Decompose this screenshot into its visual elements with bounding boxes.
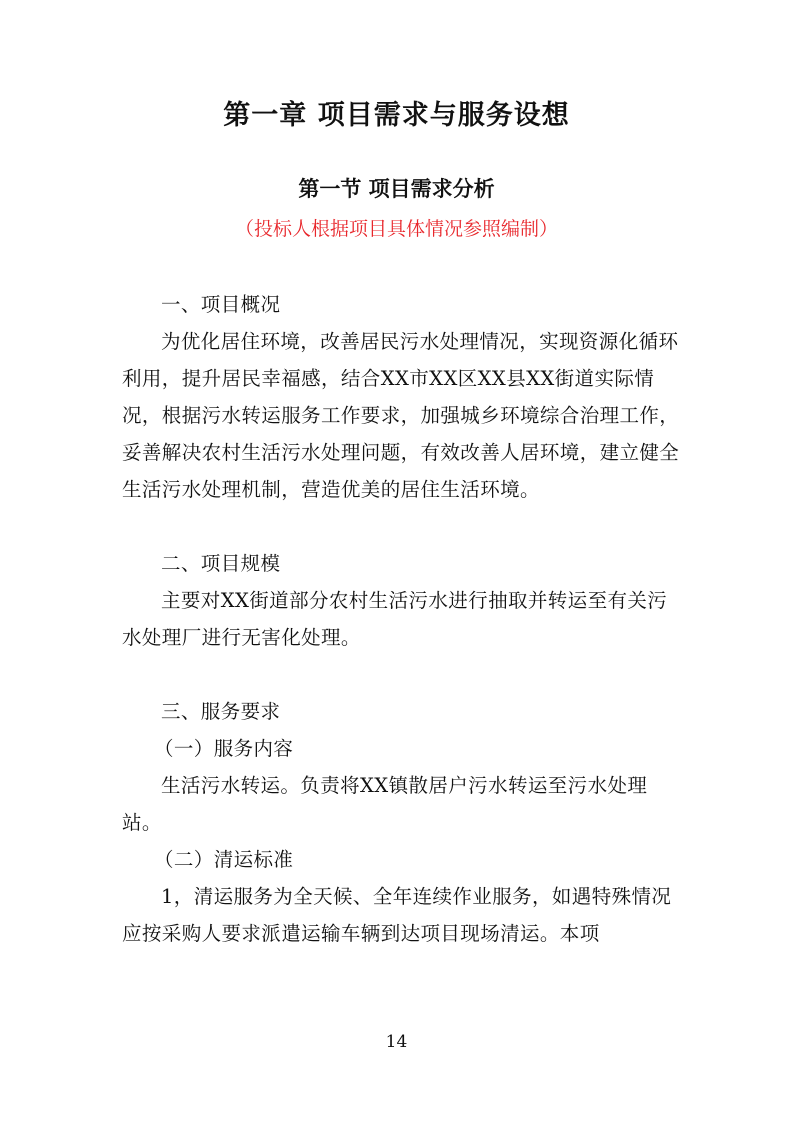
paragraph-cleaning-standard: 1，清运服务为全天候、全年连续作业服务，如遇特殊情况应按采购人要求派遣运输车辆到达项目现场清运。本项 (122, 885, 672, 945)
paragraph-scale: 主要对XX街道部分农村生活污水进行抽取并转运至有关污水处理厂进行无害化处理。 (122, 589, 668, 649)
paragraph-service-content: 生活污水转运。负责将XX镇散居户污水转运至污水处理站。 (122, 774, 648, 834)
section-heading-requirements: 三、服务要求 (161, 700, 281, 723)
section-heading-scale: 二、项目规模 (161, 552, 281, 575)
section-heading-overview: 一、项目概况 (161, 293, 281, 316)
sub-heading-cleaning-standard: （二）清运标准 (154, 848, 294, 871)
chapter-title: 第一章 项目需求与服务设想 (223, 100, 570, 131)
body-text (122, 286, 682, 952)
sub-heading-service-content: （一）服务内容 (154, 737, 294, 760)
paragraph-overview: 为优化居住环境，改善居民污水处理情况，实现资源化循环利用，提升居民幸福感，结合XX市XX区XX县XX街道实际情况，根据污水转运服务工作要求，加强城乡环境综合治理工作，妥善解决农村生活污水处理问题，有效改善人居环境，建立健全生活污水处理机制，营造优美的居住生活环境。 (122, 330, 680, 501)
section-title: 第一节 项目需求分析 (298, 177, 495, 201)
page-number: 14 (385, 1032, 408, 1052)
editorial-note: （投标人根据项目具体情况参照编制） (234, 218, 558, 240)
